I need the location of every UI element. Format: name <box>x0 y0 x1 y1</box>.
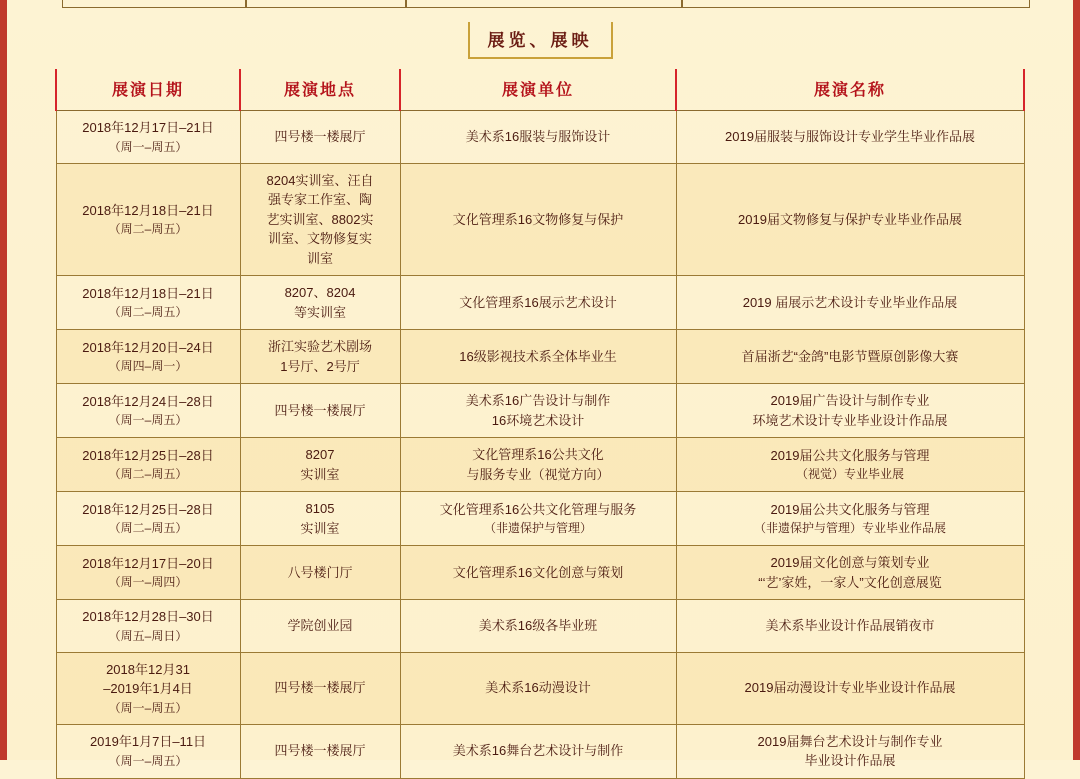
cell-place-line: 四号楼一楼展厅 <box>274 402 366 418</box>
cell-unit <box>400 492 676 546</box>
cell-place-line: 实训室 <box>300 466 340 482</box>
left-red-border <box>0 0 7 760</box>
table-header-row <box>56 69 1024 111</box>
page-inner <box>7 0 1073 768</box>
cell-unit <box>400 438 676 492</box>
cell-date-line: （周一–周五） <box>108 753 188 768</box>
cell-unit-line: 文化管理系16公共文化 <box>472 447 604 462</box>
cell-unit <box>400 600 676 653</box>
cell-place <box>240 546 400 600</box>
table-row <box>56 111 1024 164</box>
cell-unit <box>400 384 676 438</box>
cell-place-line: 8207 <box>305 447 335 462</box>
cell-place-line: 实训室 <box>300 520 340 536</box>
cell-name-line: 2019 届展示艺术设计专业毕业作品展 <box>742 294 958 310</box>
cell-place-line: 四号楼一楼展厅 <box>274 743 366 759</box>
cell-place-line: 8105 <box>305 501 335 516</box>
cell-name <box>676 276 1024 330</box>
cell-name <box>676 330 1024 384</box>
cell-date-line: 2018年12月24日–28日 <box>82 393 214 409</box>
cell-name <box>676 163 1024 276</box>
cell-place-line: 强专家工作室、陶 <box>267 192 372 207</box>
cell-date-line: 2018年12月17日–20日 <box>82 555 214 571</box>
cell-unit-line: 美术系16级各毕业班 <box>478 618 598 633</box>
cell-place <box>240 111 400 164</box>
cell-unit-line: （非遗保护与管理） <box>483 521 592 536</box>
cell-name-line: 2019届公共文化服务与管理 <box>770 447 930 463</box>
cell-name-line: 2019届文物修复与保护专业毕业作品展 <box>738 211 962 227</box>
cell-place <box>240 438 400 492</box>
column-header-unit: 展演单位 <box>400 69 676 111</box>
table-row <box>56 163 1024 276</box>
cell-name-line: 毕业设计作品展 <box>804 753 896 768</box>
cell-unit <box>400 652 676 724</box>
cell-name-line: 2019届动漫设计专业毕业设计作品展 <box>744 680 956 696</box>
cell-place-line: 学院创业园 <box>287 618 353 633</box>
cell-name-line: 2019届公共文化服务与管理 <box>770 501 930 517</box>
cell-place <box>240 600 400 653</box>
cell-date <box>56 163 240 276</box>
cell-name-line: 2019届舞台艺术设计与制作专业 <box>757 733 943 749</box>
schedule-table <box>55 69 1025 779</box>
cell-place-line: 1号厅、2号厅 <box>280 358 360 374</box>
cell-unit <box>400 330 676 384</box>
cell-name-line: 2019届广告设计与制作专业 <box>770 393 930 408</box>
right-red-border <box>1073 0 1080 760</box>
cell-unit <box>400 163 676 276</box>
cell-unit-line: 文化管理系16文化创意与策划 <box>452 564 624 580</box>
table-row <box>56 384 1024 438</box>
column-header-place: 展演地点 <box>240 69 400 111</box>
cell-date <box>56 546 240 600</box>
cell-place <box>240 492 400 546</box>
cell-place-line: 四号楼一楼展厅 <box>274 680 366 696</box>
schedule-table-body <box>56 111 1024 779</box>
cell-date-line: （周二–周五） <box>108 222 188 236</box>
cell-unit-line: 与服务专业（视觉方向） <box>466 466 610 482</box>
cell-unit-line: 文化管理系16展示艺术设计 <box>459 294 617 310</box>
previous-table-remnant <box>62 0 1018 8</box>
cell-unit-line: 美术系16舞台艺术设计与制作 <box>452 743 624 759</box>
cell-date-line: 2018年12月31 <box>106 661 190 677</box>
cell-name-line: 美术系毕业设计作品展销夜市 <box>765 618 935 633</box>
cell-date <box>56 652 240 724</box>
cell-date <box>56 330 240 384</box>
cell-date-line: （周五–周日） <box>108 628 188 643</box>
cell-date <box>56 111 240 164</box>
table-row <box>56 652 1024 724</box>
section-title-container <box>7 22 1073 59</box>
cell-date-line: （周二–周五） <box>108 467 188 482</box>
cell-date-line: 2018年12月18日–21日 <box>82 202 214 218</box>
cell-unit <box>400 546 676 600</box>
cell-name-line: 环境艺术设计专业毕业设计作品展 <box>752 412 948 428</box>
cell-place <box>240 384 400 438</box>
cell-place <box>240 163 400 276</box>
cell-name <box>676 384 1024 438</box>
section-title: 展览、展映 <box>468 22 613 59</box>
cell-name <box>676 724 1024 778</box>
cell-place-line: 8204实训室、汪自 <box>266 172 374 188</box>
table-row <box>56 724 1024 778</box>
cell-place-line: 八号楼门厅 <box>287 564 353 580</box>
cell-date <box>56 492 240 546</box>
cell-date <box>56 276 240 330</box>
cell-place-line: 四号楼一楼展厅 <box>274 129 366 144</box>
cell-date-line: （周一–周五） <box>108 413 188 428</box>
cell-name-line: 2019届文化创意与策划专业 <box>770 555 930 570</box>
cell-date-line: 2018年12月25日–28日 <box>82 447 214 463</box>
cell-date <box>56 384 240 438</box>
cell-unit-line: 美术系16广告设计与制作 <box>465 393 611 408</box>
cell-name-line: 2019届服装与服饰设计专业学生毕业作品展 <box>725 129 975 144</box>
cell-unit-line: 美术系16动漫设计 <box>485 680 591 696</box>
cell-date <box>56 438 240 492</box>
cell-unit-line: 16级影视技术系全体毕业生 <box>459 348 617 364</box>
table-row <box>56 330 1024 384</box>
cell-place-line: 8207、8204 <box>284 285 356 300</box>
cell-place-line: 等实训室 <box>293 304 346 320</box>
cell-date-line: 2018年12月20日–24日 <box>82 339 214 355</box>
cell-name-line: “‘艺’家姓，一家人”文化创意展览 <box>758 574 942 590</box>
cell-name <box>676 111 1024 164</box>
cell-unit-line: 文化管理系16公共文化管理与服务 <box>439 501 637 517</box>
cell-date-line: 2018年12月18日–21日 <box>82 285 214 301</box>
cell-place-line: 训室、文物修复实 <box>267 231 372 246</box>
cell-date-line: （周一–周四） <box>108 575 188 590</box>
table-row <box>56 600 1024 653</box>
cell-date-line: （周一–周五） <box>108 700 188 715</box>
cell-place-line: 艺实训室、8802实 <box>266 211 374 227</box>
cell-unit <box>400 276 676 330</box>
cell-unit-line: 文化管理系16文物修复与保护 <box>452 211 624 227</box>
table-row <box>56 492 1024 546</box>
cell-unit-line: 16环境艺术设计 <box>491 412 585 428</box>
table-row <box>56 546 1024 600</box>
cell-unit <box>400 111 676 164</box>
cell-date-line: 2019年1月7日–11日 <box>89 734 207 750</box>
cell-place <box>240 724 400 778</box>
cell-name <box>676 438 1024 492</box>
cell-unit-line: 美术系16服装与服饰设计 <box>465 129 611 144</box>
cell-date-line: （周一–周五） <box>108 139 188 154</box>
cell-date <box>56 724 240 778</box>
cell-name <box>676 546 1024 600</box>
table-row <box>56 438 1024 492</box>
cell-date-line: （周二–周五） <box>108 521 188 536</box>
cell-place <box>240 276 400 330</box>
cell-date-line: （周二–周五） <box>108 305 188 320</box>
cell-name <box>676 492 1024 546</box>
cell-place-line: 浙江实验艺术剧场 <box>267 339 372 354</box>
cell-name-line: （视觉）专业毕业展 <box>795 467 904 482</box>
column-header-date: 展演日期 <box>56 69 240 111</box>
column-header-name: 展演名称 <box>676 69 1024 111</box>
cell-date-line: 2018年12月25日–28日 <box>82 501 214 517</box>
cell-name-line: 首届浙艺“金鸽”电影节暨原创影像大赛 <box>741 348 959 364</box>
cell-date-line: –2019年1月4日 <box>103 681 193 696</box>
cell-name <box>676 652 1024 724</box>
cell-place <box>240 330 400 384</box>
table-row <box>56 276 1024 330</box>
cell-date <box>56 600 240 653</box>
cell-date-line: （周四–周一） <box>108 359 188 374</box>
cell-name <box>676 600 1024 653</box>
cell-unit <box>400 724 676 778</box>
cell-date-line: 2018年12月17日–21日 <box>82 120 214 135</box>
cell-place <box>240 652 400 724</box>
cell-place-line: 训室 <box>306 250 333 266</box>
cell-name-line: （非遗保护与管理）专业毕业作品展 <box>753 521 946 536</box>
cell-date-line: 2018年12月28日–30日 <box>82 609 214 624</box>
